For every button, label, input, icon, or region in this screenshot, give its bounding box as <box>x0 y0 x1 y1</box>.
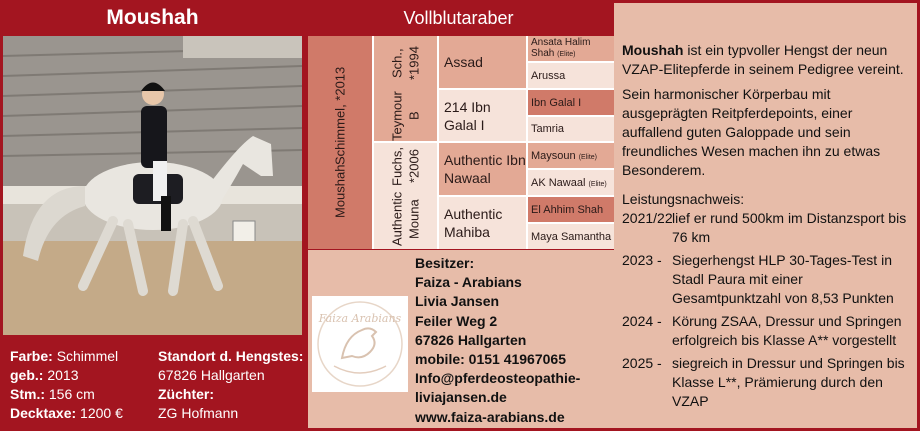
pedigree-ssd: Arussa <box>528 63 614 88</box>
achievement-text: Siegerhengst HLP 30-Tages-Test in Stadl Paura mit einer Gesamtpunktzahl von 8,53 Punkten <box>672 252 894 306</box>
pedigree-dd: Authentic Mahiba <box>439 197 526 249</box>
achievements-heading: Leistungsnachweis: <box>622 191 745 207</box>
description-body: Sein harmonischer Körperbau mit ausgeprägten Reitpferdepoints, einer auffallend guten Galoppade und sein freundliches Wesen machen ihn zu etwas Besonderem. <box>622 86 881 178</box>
horse-photo <box>3 36 302 335</box>
pedigree-ds: Authentic Ibn Nawaal <box>439 143 526 195</box>
owner-website: www.faiza-arabians.de <box>415 408 565 425</box>
pedigree-dsd: AK Nawaal (Elite) <box>528 170 614 195</box>
breeder-label: Züchter: <box>158 386 214 402</box>
owner-line: Faiza - Arabians <box>415 274 522 291</box>
born-value: 2013 <box>47 367 79 383</box>
achievement-item <box>622 312 909 350</box>
achievement-year: 2023 - <box>622 252 662 268</box>
achievement-year: 2021/22 <box>622 210 673 226</box>
height-value: 156 cm <box>48 386 95 402</box>
color-label: Farbe: <box>10 348 53 364</box>
achievement-year: 2025 - <box>622 355 662 371</box>
faiza-logo <box>312 296 408 392</box>
achievements-list <box>622 209 909 411</box>
pedigree-ss: Assad <box>439 36 526 88</box>
achievement-text: Körung ZSAA, Dressur und Springen erfolgreich bis Klasse A** vorgestellt <box>672 313 902 348</box>
color-value: Schimmel <box>56 348 119 364</box>
owner-email-cont: liviajansen.de <box>415 389 507 406</box>
pedigree-sire: Teymour B Sch., *1994 <box>374 36 437 141</box>
breed-title: Vollblutaraber <box>403 8 514 28</box>
achievement-item <box>622 251 909 308</box>
pedigree-sdd: Tamria <box>528 117 614 141</box>
fee-value: 1200 € <box>80 405 123 421</box>
owner-line: Livia Jansen <box>415 293 500 310</box>
height-label: Stm.: <box>10 386 45 402</box>
station-label: Standort d. Hengstes: <box>158 348 304 364</box>
owner-phone: mobile: 0151 41967065 <box>415 351 566 368</box>
pedigree-sss: Ansata Halim Shah (Elite) <box>528 36 614 61</box>
station-value: 67826 Hallgarten <box>158 367 265 383</box>
achievement-text: lief er rund 500km im Distanzsport bis 76 km <box>672 210 907 245</box>
breeder-value: ZG Hofmann <box>158 405 239 421</box>
owner-panel <box>308 250 614 428</box>
achievement-year: 2024 - <box>622 313 662 329</box>
achievement-text: siegreich in Dressur und Springen bis Klasse L**, Prämierung durch den VZAP <box>672 355 905 409</box>
svg-text:Faiza Arabians: Faiza Arabians <box>318 312 402 325</box>
description-intro: Moushah ist ein typvoller Hengst der neun VZAP-Elitepferde in seinem Pedigree vereint. <box>622 42 904 77</box>
owner-line: 67826 Hallgarten <box>415 331 527 348</box>
owner-heading: Besitzer: <box>415 255 475 271</box>
owner-contact <box>415 254 615 427</box>
pedigree-subject: Moushah Schimmel, *2013 <box>308 36 372 249</box>
pedigree-dss: Maysoun (Elite) <box>528 143 614 168</box>
left-panel <box>0 0 305 431</box>
middle-panel <box>305 0 612 431</box>
horse-name: Moushah <box>106 6 199 29</box>
born-label: geb.: <box>10 367 44 383</box>
achievement-item <box>622 354 909 411</box>
pedigree-dds: El Ahhim Shah <box>528 197 614 222</box>
pedigree-ddd: Maya Samantha <box>528 224 614 249</box>
owner-email: Info@pferdeosteopathie- <box>415 370 581 387</box>
description-panel <box>614 3 917 428</box>
achievement-item <box>622 209 909 247</box>
pedigree-dam: Authentic Mouna Fuchs, *2006 <box>374 143 437 249</box>
pedigree-table <box>308 36 614 249</box>
owner-line: Feiler Weg 2 <box>415 312 498 329</box>
pedigree-sd: 214 Ibn Galal I <box>439 90 526 141</box>
pedigree-sds: Ibn Galal I <box>528 90 614 115</box>
fee-label: Decktaxe: <box>10 405 77 421</box>
